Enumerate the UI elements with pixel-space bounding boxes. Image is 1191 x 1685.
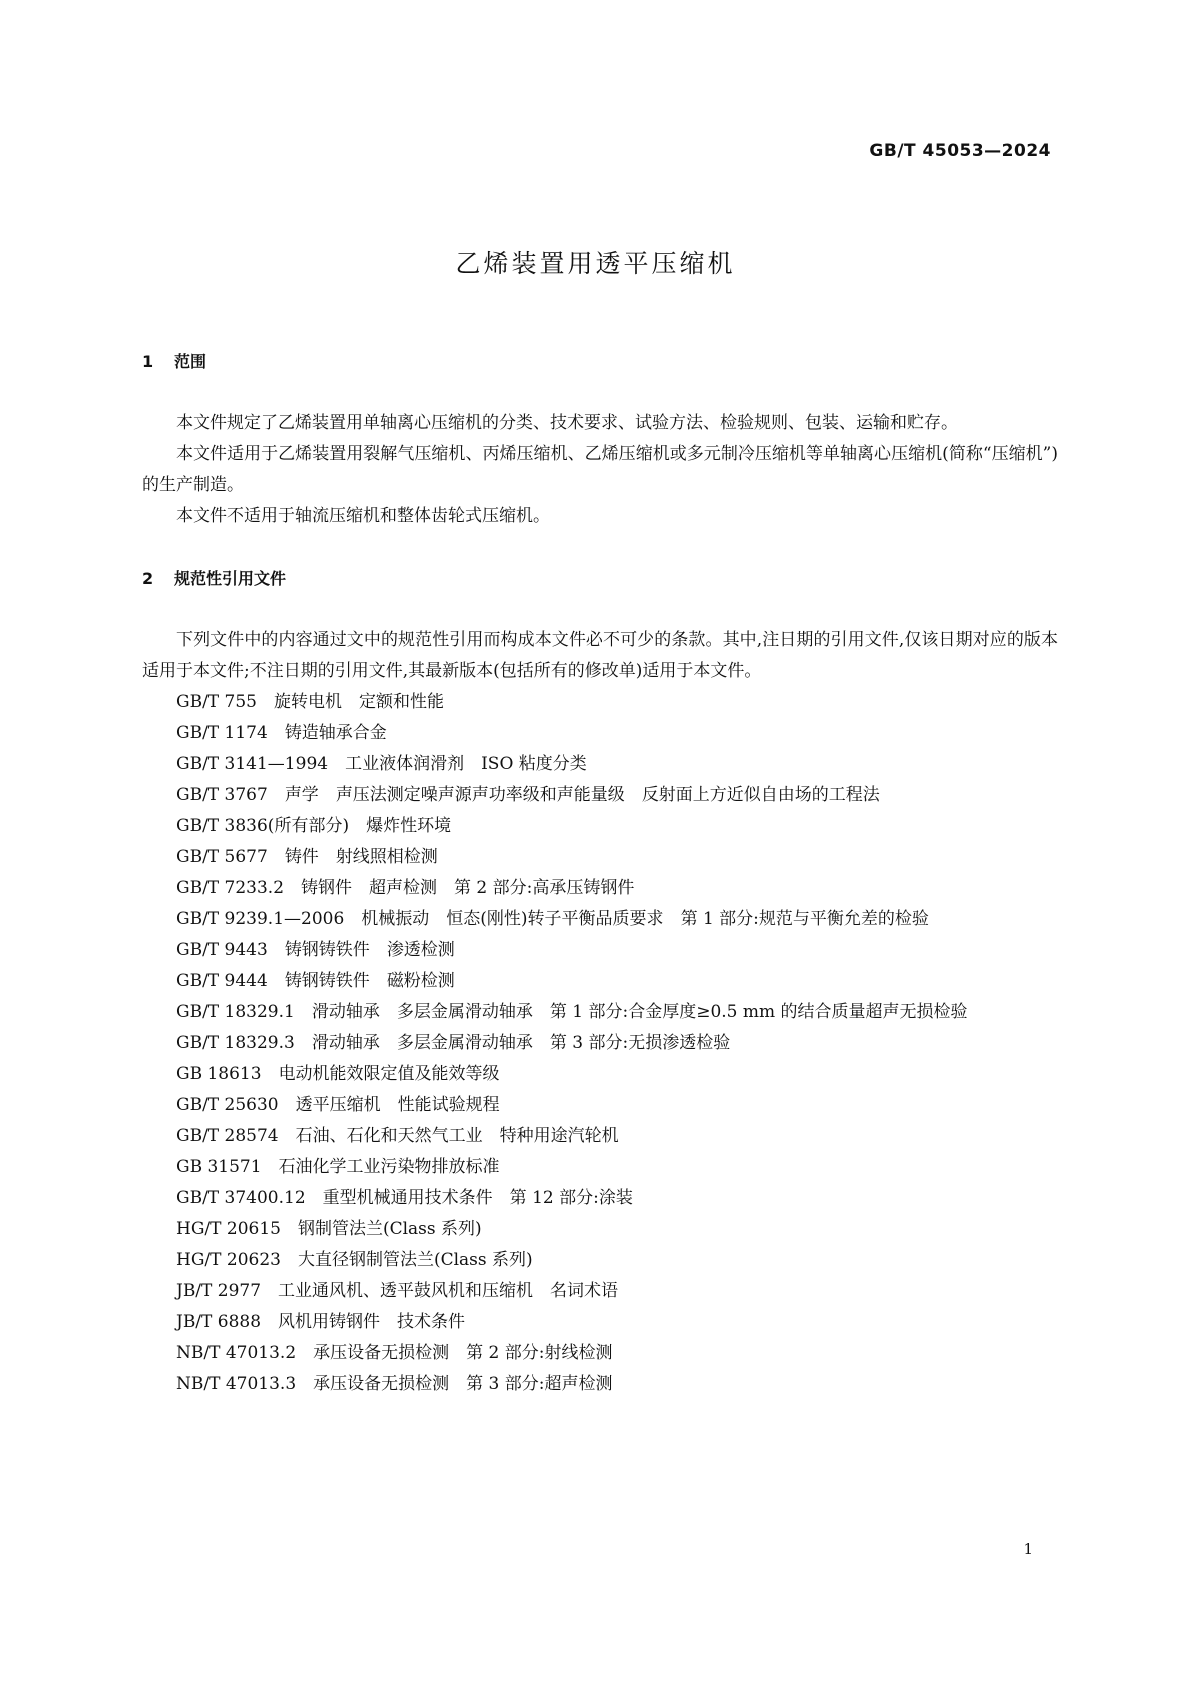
reference-title-part: 多层金属滑动轴承 [396, 1033, 533, 1053]
reference-code: GB/T 3767 [176, 785, 268, 805]
reference-title-part: 技术条件 [397, 1312, 466, 1332]
reference-code: GB/T 7233.2 [176, 878, 285, 898]
reference-title-part: 射线照相检测 [335, 847, 438, 867]
reference-title-part: 反射面上方近似自由场的工程法 [641, 785, 880, 805]
reference-code: GB/T 28574 [176, 1126, 279, 1146]
reference-code: GB/T 755 [176, 692, 257, 712]
reference-item [142, 842, 1058, 873]
reference-title-part: ISO 粘度分类 [481, 754, 587, 774]
reference-item [142, 1276, 1058, 1307]
reference-title-part: 第 1 部分:规范与平衡允差的检验 [680, 909, 929, 929]
scope-paragraph-3: 本文件不适用于轴流压缩机和整体齿轮式压缩机。 [176, 506, 550, 526]
scope-paragraph-2: 本文件适用于乙烯装置用裂解气压缩机、丙烯压缩机、乙烯压缩机或多元制冷压缩机等单轴离心压缩机(简称“压缩机”)的生产制造。 [142, 444, 1058, 495]
reference-title-part: 石油化学工业污染物排放标准 [278, 1157, 500, 1177]
reference-title-part: 磁粉检测 [386, 971, 455, 991]
reference-item [142, 1369, 1058, 1400]
reference-item [142, 1028, 1058, 1059]
reference-title-part: 大直径钢制管法兰(Class 系列) [297, 1250, 533, 1270]
reference-title-part: 声压法测定噪声源声功率级和声能量级 [335, 785, 625, 805]
reference-title-part: 爆炸性环境 [366, 816, 452, 836]
reference-title-part: 铸件 [284, 847, 319, 867]
reference-code: JB/T 2977 [176, 1281, 262, 1301]
reference-code: NB/T 47013.3 [176, 1374, 297, 1394]
reference-title-part: 石油、石化和天然气工业 [295, 1126, 483, 1146]
reference-code: HG/T 20623 [176, 1250, 281, 1270]
reference-title-part: 承压设备无损检测 [313, 1343, 450, 1363]
reference-title-part: 电动机能效限定值及能效等级 [278, 1064, 500, 1084]
reference-item [142, 1090, 1058, 1121]
reference-title-part: 性能试验规程 [397, 1095, 500, 1115]
section-1-heading [142, 346, 1058, 377]
reference-code: GB 31571 [176, 1157, 262, 1177]
section-2-heading [142, 563, 1058, 594]
reference-title-part: 钢制管法兰(Class 系列) [297, 1219, 482, 1239]
reference-item [142, 1338, 1058, 1369]
reference-item [142, 873, 1058, 904]
spacer [142, 594, 1058, 625]
reference-title-part: 风机用铸钢件 [278, 1312, 381, 1332]
reference-code: GB 18613 [176, 1064, 262, 1084]
reference-title-part: 多层金属滑动轴承 [396, 1002, 533, 1022]
reference-title-part: 机械振动 [361, 909, 430, 929]
reference-title-part: 铸钢件 [301, 878, 353, 898]
document-title: 乙烯装置用透平压缩机 [455, 249, 736, 278]
reference-code: GB/T 9239.1—2006 [176, 909, 345, 929]
reference-title-part: 第 3 部分:无损渗透检验 [549, 1033, 731, 1053]
reference-item [142, 1245, 1058, 1276]
reference-title-part: 滑动轴承 [311, 1033, 380, 1053]
reference-code: GB/T 9444 [176, 971, 268, 991]
reference-title-part: 旋转电机 [274, 692, 342, 712]
reference-code: GB/T 3836(所有部分) [176, 816, 350, 836]
reference-item [142, 904, 1058, 935]
reference-title-part: 特种用途汽轮机 [499, 1126, 619, 1146]
reference-title-part: 第 2 部分:高承压铸钢件 [454, 878, 635, 898]
reference-title-part: 承压设备无损检测 [313, 1374, 450, 1394]
document-body [142, 346, 1058, 1400]
reference-title-part: 第 12 部分:涂装 [509, 1188, 633, 1208]
reference-code: GB/T 3141—1994 [176, 754, 329, 774]
reference-title-part: 滑动轴承 [311, 1002, 380, 1022]
reference-title-part: 第 1 部分:合金厚度≥0.5 mm 的结合质量超声无损检验 [549, 1002, 968, 1022]
reference-item [142, 1183, 1058, 1214]
reference-title-part: 名词术语 [550, 1281, 619, 1301]
spacer [142, 532, 1058, 563]
spacer [142, 377, 1058, 408]
reference-item [142, 811, 1058, 842]
reference-item [142, 718, 1058, 749]
reference-item [142, 1214, 1058, 1245]
section-1-title: 范围 [174, 352, 207, 371]
reference-code: GB/T 18329.3 [176, 1033, 295, 1053]
reference-title-part: 第 2 部分:射线检测 [466, 1343, 613, 1363]
reference-title-part: 超声检测 [369, 878, 438, 898]
reference-list [142, 687, 1058, 1400]
reference-item [142, 780, 1058, 811]
reference-code: GB/T 18329.1 [176, 1002, 295, 1022]
reference-code: GB/T 9443 [176, 940, 268, 960]
reference-item [142, 1307, 1058, 1338]
reference-item [142, 997, 1058, 1028]
reference-item [142, 966, 1058, 997]
reference-code: NB/T 47013.2 [176, 1343, 297, 1363]
reference-title-part: 恒态(刚性)转子平衡品质要求 [446, 909, 664, 929]
reference-item [142, 749, 1058, 780]
reference-item [142, 687, 1058, 718]
reference-title-part: 声学 [284, 785, 319, 805]
reference-title-part: 铸钢铸铁件 [284, 971, 370, 991]
standard-number: GB/T 45053—2024 [869, 141, 1051, 161]
section-1-number: 1 [142, 352, 154, 371]
section-2-title: 规范性引用文件 [174, 569, 287, 588]
reference-title-part: 工业通风机、透平鼓风机和压缩机 [278, 1281, 534, 1301]
reference-title-part: 铸造轴承合金 [284, 723, 387, 743]
reference-item [142, 1121, 1058, 1152]
reference-code: GB/T 1174 [176, 723, 268, 743]
references-intro: 下列文件中的内容通过文中的规范性引用而构成本文件必不可少的条款。其中,注日期的引用文件,仅该日期对应的版本适用于本文件;不注日期的引用文件,其最新版本(包括所有的修改单)适用于本文件。 [142, 630, 1058, 681]
reference-title-part: 重型机械通用技术条件 [322, 1188, 493, 1208]
reference-title-part: 渗透检测 [386, 940, 455, 960]
reference-code: HG/T 20615 [176, 1219, 281, 1239]
reference-item [142, 935, 1058, 966]
reference-item [142, 1059, 1058, 1090]
reference-item [142, 1152, 1058, 1183]
reference-title-part: 工业液体润滑剂 [345, 754, 465, 774]
reference-title-part: 铸钢铸铁件 [284, 940, 370, 960]
section-2-number: 2 [142, 569, 154, 588]
reference-title-part: 透平压缩机 [295, 1095, 381, 1115]
reference-code: GB/T 5677 [176, 847, 268, 867]
reference-code: JB/T 6888 [176, 1312, 262, 1332]
scope-paragraph-1: 本文件规定了乙烯装置用单轴离心压缩机的分类、技术要求、试验方法、检验规则、包装、运输和贮存。 [176, 413, 958, 433]
reference-code: GB/T 37400.12 [176, 1188, 306, 1208]
reference-title-part: 定额和性能 [359, 692, 444, 712]
reference-title-part: 第 3 部分:超声检测 [466, 1374, 613, 1394]
reference-code: GB/T 25630 [176, 1095, 279, 1115]
page-number: 1 [1023, 1540, 1033, 1558]
